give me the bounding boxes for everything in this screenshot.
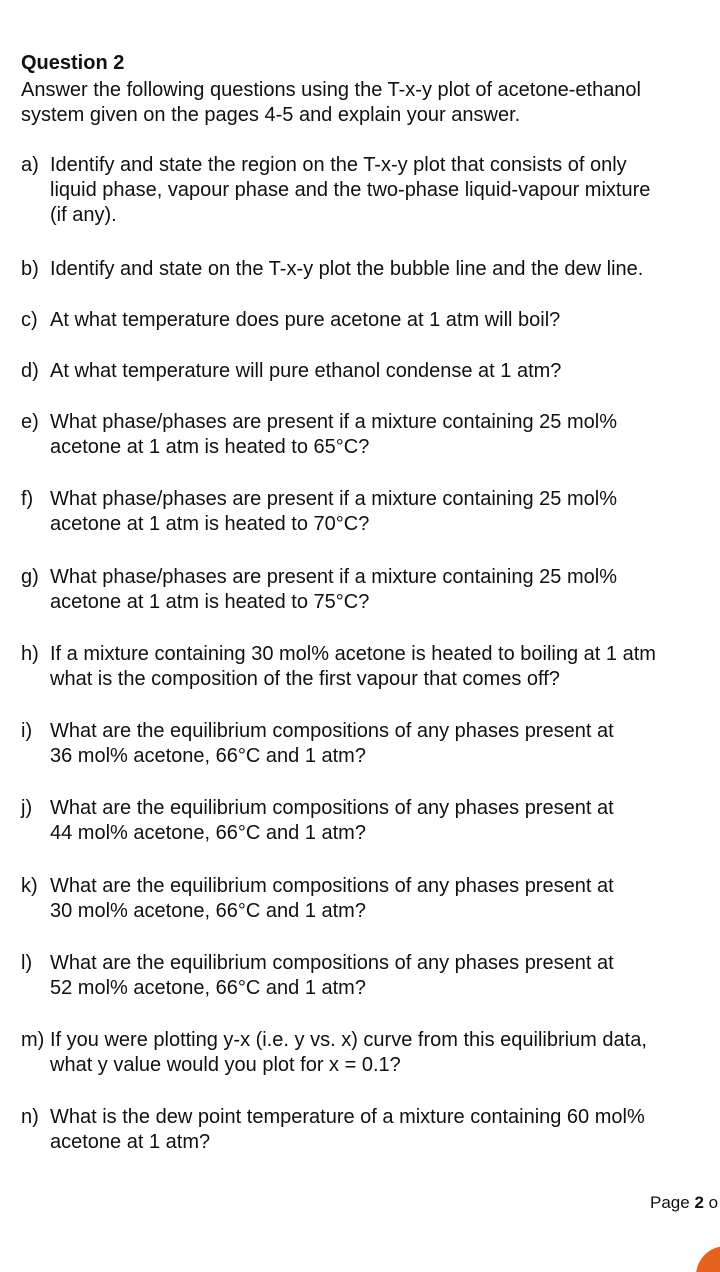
question-text bbox=[50, 410, 617, 460]
question-line: What are the equilibrium compositions of any phases present at bbox=[50, 875, 614, 897]
question-text bbox=[50, 487, 617, 537]
question-line: What phase/phases are present if a mixture containing 25 mol% bbox=[50, 488, 617, 510]
question-intro bbox=[21, 78, 720, 128]
question-label: j) bbox=[21, 797, 33, 819]
question-label: k) bbox=[21, 875, 38, 897]
question-label: i) bbox=[21, 720, 33, 742]
question-line: If a mixture containing 30 mol% acetone is heated to boiling at 1 atm bbox=[50, 643, 656, 665]
question-text bbox=[50, 796, 614, 846]
question-line: What phase/phases are present if a mixture containing 25 mol% bbox=[50, 411, 617, 433]
question-line: What is the dew point temperature of a mixture containing 60 mol% bbox=[50, 1106, 645, 1128]
question-text bbox=[50, 951, 614, 1001]
question-line: what is the composition of the first vapour that comes off? bbox=[50, 668, 560, 690]
question-label: e) bbox=[21, 411, 39, 433]
question-text bbox=[50, 359, 561, 384]
question-label: l) bbox=[21, 952, 33, 974]
question-line: acetone at 1 atm is heated to 75°C? bbox=[50, 591, 370, 613]
question-label: c) bbox=[21, 309, 38, 331]
question-line: At what temperature does pure acetone at 1 atm will boil? bbox=[50, 309, 561, 331]
question-label: h) bbox=[21, 643, 39, 665]
question-text bbox=[50, 1028, 647, 1078]
question-line: 30 mol% acetone, 66°C and 1 atm? bbox=[50, 900, 366, 922]
question-line: acetone at 1 atm is heated to 70°C? bbox=[50, 513, 370, 535]
intro-line: Answer the following questions using the T-x-y plot of acetone-ethanol bbox=[21, 79, 641, 101]
question-line: What are the equilibrium compositions of any phases present at bbox=[50, 720, 614, 742]
question-text bbox=[50, 565, 617, 615]
question-label: b) bbox=[21, 258, 39, 280]
page-number-prefix: Page bbox=[650, 1193, 695, 1212]
question-line: At what temperature will pure ethanol condense at 1 atm? bbox=[50, 360, 562, 382]
question-line: 44 mol% acetone, 66°C and 1 atm? bbox=[50, 822, 366, 844]
question-line: (if any). bbox=[50, 204, 117, 226]
question-line: acetone at 1 atm is heated to 65°C? bbox=[50, 436, 370, 458]
page-number-suffix: o bbox=[703, 1193, 719, 1212]
question-label: n) bbox=[21, 1106, 39, 1128]
corner-decoration bbox=[696, 1246, 720, 1272]
question-line: 36 mol% acetone, 66°C and 1 atm? bbox=[50, 745, 366, 767]
question-line: Identify and state on the T-x-y plot the bubble line and the dew line. bbox=[50, 258, 644, 280]
question-label: f) bbox=[21, 488, 34, 510]
question-title: Question 2 bbox=[21, 52, 125, 74]
question-label: a) bbox=[21, 154, 39, 176]
question-text bbox=[50, 874, 614, 924]
question-line: If you were plotting y-x (i.e. y vs. x) curve from this equilibrium data, bbox=[50, 1029, 647, 1051]
question-text bbox=[50, 153, 650, 228]
question-label: m) bbox=[21, 1029, 45, 1051]
question-line: 52 mol% acetone, 66°C and 1 atm? bbox=[50, 977, 366, 999]
question-line: Identify and state the region on the T-x-y plot that consists of only bbox=[50, 154, 627, 176]
question-line: What are the equilibrium compositions of any phases present at bbox=[50, 952, 614, 974]
question-line: what y value would you plot for x = 0.1? bbox=[50, 1054, 401, 1076]
page-number bbox=[650, 1193, 718, 1213]
question-text bbox=[50, 308, 560, 333]
question-text bbox=[50, 257, 643, 282]
question-text bbox=[50, 719, 614, 769]
question-line: What phase/phases are present if a mixture containing 25 mol% bbox=[50, 566, 617, 588]
question-text bbox=[50, 642, 656, 692]
intro-line: system given on the pages 4-5 and explain your answer. bbox=[21, 104, 521, 126]
question-label: d) bbox=[21, 360, 39, 382]
question-text bbox=[50, 1105, 645, 1155]
question-line: What are the equilibrium compositions of any phases present at bbox=[50, 797, 614, 819]
question-line: acetone at 1 atm? bbox=[50, 1131, 211, 1153]
question-label: g) bbox=[21, 566, 39, 588]
page-number-value: 2 bbox=[694, 1193, 704, 1212]
question-line: liquid phase, vapour phase and the two-phase liquid-vapour mixture bbox=[50, 179, 651, 201]
